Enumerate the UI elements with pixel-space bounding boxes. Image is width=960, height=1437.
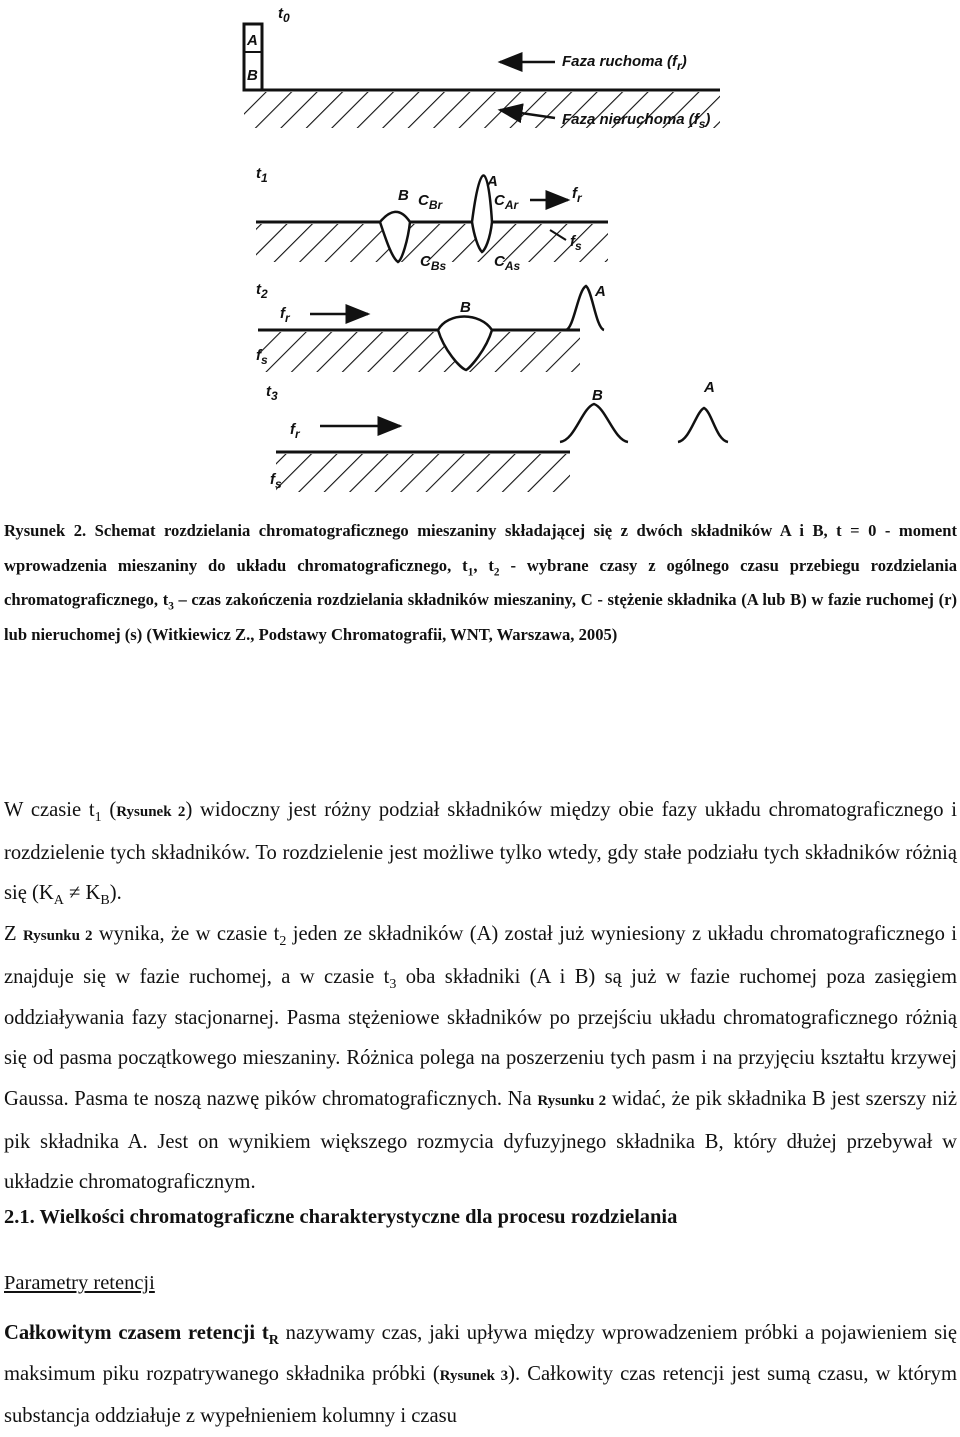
svg-text:A: A <box>487 173 498 190</box>
stationary-phase-hatch-t1 <box>256 224 608 262</box>
svg-text:fs: $f_s$ <box>270 471 282 491</box>
t1-label: $t_1$ <box>256 165 268 185</box>
paragraph-2: Z Rysunku 2 wynika, że w czasie $t_2$ jeden ze składników (A) został już wyniesiony z układu chromatograficznego i znajduje się w fazie ruchomej, a w czasie $t_3$ oba składniki (A i B) są już w fazie ruchomej poza zasięgiem oddziaływania fazy stacjonarnej. Pasma stężeniowe składników po przejściu układu chromatograficznego różnią się od pasma początkowego mieszaniny. Różnica polega na poszerzeniu tych pasm i na przyjęciu kształtu krzywej Gaussa. Pasma te noszą nazwę pików chromatograficznych. Na Rysunku 2 widać, że pik składnika B jest szerszy niż pik składnika A. Jest on wynikiem większego rozmycia dyfuzyjnego składnika B, który dłużej przebywał w układzie chromatograficznym. <box>4 923 957 1194</box>
cbr-label: $C_{Br}$ <box>418 192 443 212</box>
t2-label: $t_2$ <box>256 281 268 301</box>
figure-reference: Rysunku 2 <box>537 1092 607 1109</box>
stationary-phase-hatch-t2 <box>258 332 580 372</box>
band-b-label: B <box>247 67 258 84</box>
svg-text:B: B <box>460 299 471 316</box>
band-a-label: A <box>247 32 258 49</box>
mobile-phase-label: Faza ruchoma $(f_r)$ <box>562 53 687 73</box>
retention-time-paragraph: Całkowitym czasem retencji $t_R$ nazywamy czas, jaki upływa między wprowadzeniem próbki a pojawieniem się maksimum piku rozpatrywanego składnika próbki (Rysunek 3). Całkowity czas retencji jest sumą czasu, w którym substancja oddziałuje z wypełnieniem kolumny i czasu <box>4 1322 957 1428</box>
figure-reference: Rysunek 2 <box>116 804 186 820</box>
t3-label: $t_3$ <box>266 383 278 403</box>
stationary-phase-label: Faza nieruchoma $(f_s)$ <box>562 111 711 131</box>
t0-label: $t_0$ <box>278 5 290 25</box>
peak-a-t3 <box>678 408 728 442</box>
chromatography-schematic-figure <box>230 0 730 498</box>
svg-text:fr: $f_r$ <box>280 305 290 325</box>
cbs-label: $C_{Bs}$ <box>420 253 447 273</box>
section-heading: 2.1. Wielkości chromatograficzne charakterystyczne dla procesu rozdzielania <box>4 1206 678 1228</box>
svg-text:B: B <box>398 187 409 204</box>
figure-reference: Rysunek 3 <box>439 1367 509 1384</box>
subsection-heading: Parametry retencji <box>4 1272 155 1294</box>
peak-b-t3 <box>560 404 628 442</box>
figure-reference: Rysunku 2 <box>22 928 93 945</box>
svg-text:fr: $f_r$ <box>290 421 300 441</box>
cas-label: $C_{As}$ <box>494 253 521 273</box>
figure-caption: Rysunek 2. Schemat rozdzielania chromatograficznego mieszaniny składającej się z dwóch składników A i B, t = 0 - moment wprowadzenia mieszaniny do układu chromatograficznego, $t_1$, $t_2$ - wybrane czasy z ogólnego czasu przebiegu rozdzielania chromatograficznego, $t_3$ – czas zakończenia rozdzielania składników mieszaniny, C - stężenie składnika (A lub B) w fazie ruchomej (r) lub nieruchomej (s) (Witkiewicz Z., Podstawy Chromatografii, WNT, Warszawa, 2005) <box>4 521 958 644</box>
stationary-phase-hatch-t3 <box>276 454 570 492</box>
svg-text:fs: $f_s$ <box>256 347 268 367</box>
car-label: $C_{Ar}$ <box>494 192 519 212</box>
svg-text:fs: $f_s$ <box>570 233 582 253</box>
svg-text:A: A <box>595 283 606 300</box>
svg-text:fr: $f_r$ <box>572 185 582 205</box>
paragraph-1: W czasie $t_1$ (Rysunek 2) widoczny jest różny podział składników między obie fazy układu chromatograficznego i rozdzielenie tych składników. To rozdzielenie jest możliwe tylko wtedy, gdy stałe podziału tych składników różnią się $(K_A \ne K_B)$. <box>4 799 958 909</box>
svg-text:A: A <box>704 379 715 396</box>
body-text <box>4 790 957 1203</box>
svg-text:B: B <box>592 387 603 404</box>
